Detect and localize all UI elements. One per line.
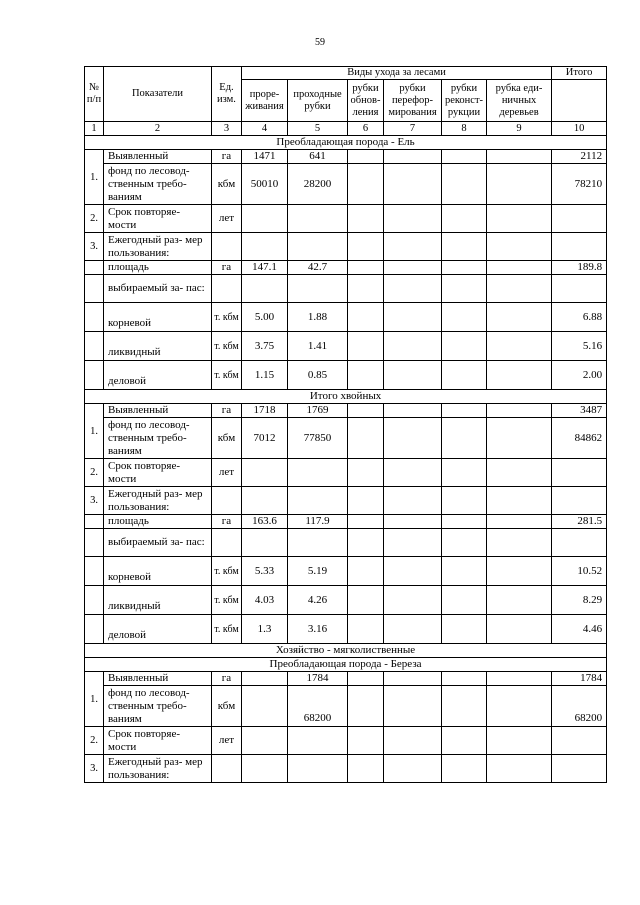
label-fund: Выявленный (104, 404, 212, 418)
row-num: 2. (85, 459, 104, 487)
row-num: 2. (85, 727, 104, 755)
label-root: корневой (104, 303, 212, 332)
label-repeat: Срок повторяе- мости (104, 459, 212, 487)
label-liquid: ликвидный (104, 586, 212, 615)
row-num: 3. (85, 755, 104, 783)
label-area: площадь (104, 515, 212, 529)
header-num: № п/п (85, 67, 104, 122)
label-fund-detail: фонд по лесовод- ственным требо- ваниям (104, 686, 212, 727)
label-business: деловой (104, 361, 212, 390)
header-single: рубка еди- ничных деревьев (487, 80, 552, 122)
row-num: 3. (85, 233, 104, 261)
label-annual: Ежегодный раз- мер пользования: (104, 755, 212, 783)
header-total: Итого (552, 67, 607, 80)
column-numbers-row: 1 2 3 4 5 6 7 8 9 10 (85, 122, 607, 136)
header-indicators: Показатели (104, 67, 212, 122)
row-num: 3. (85, 487, 104, 515)
page-number: 59 (315, 37, 325, 48)
section-title: Преобладающая порода - Береза (85, 658, 607, 672)
header-renewal: рубки обнов- ления (348, 80, 384, 122)
header-unit: Ед. изм. (212, 67, 242, 122)
label-stock: выбираемый за- пас: (104, 275, 212, 303)
header-passage: проходные рубки (288, 80, 348, 122)
label-stock: выбираемый за- пас: (104, 529, 212, 557)
forest-care-table: № п/п Показатели Ед. изм. Виды ухода за лесами Итого прорe- живания проходные рубки рубки обнов- ления рубки перефор- мирования рубки реконст- рукции рубка еди- ничных деревьев 1 2 3 4 5 6 7 8 9 10 Преобладающая порода - Ель 1. Выявленный га 1471 641 2112 фонд по лесовод- ственным требо- ваниям кбм 50010 28200 78210 2. Срок повторяе- мости лет 3. Ежегодный раз- мер пользования: площадь га 147.1 42.7 189.8 выбираемый за- пас: корневой т. кбм 5.00 1.88 6.88 ликвидный т. кбм 3.75 1.41 5.16 деловой т. кбм 1.15 0.85 2.00 Итого хвойных 1. Выявленный га 1718 1769 3487 фонд по лесовод- ственным требо- ваниям кбм 7012 77850 84862 2. Срок повторяе- мости лет 3. Ежегодный раз- мер пользования: площадь га 163.6 117.9 281.5 выбираемый за- пас: корневой т. кбм 5.33 5.19 10.52 ликвидный т. кбм 4.03 4.26 8.29 деловой т. кбм 1.3 3.16 4.46 Хозяйство - мягколиственные Преобладающая порода - Береза 1. Выявленный га 1784 1784 фонд по лесовод- ственным требо- ваниям кбм 68200 68200 2. Срок повторяе- мости лет 3. Ежегодный раз- мер пользования: (84, 66, 607, 783)
label-fund: Выявленный (104, 150, 212, 164)
label-area: площадь (104, 261, 212, 275)
header-reform: рубки перефор- мирования (384, 80, 442, 122)
label-annual: Ежегодный раз- мер пользования: (104, 487, 212, 515)
label-business: деловой (104, 615, 212, 644)
row-num: 1. (85, 404, 104, 459)
label-fund-detail: фонд по лесовод- ственным требо- ваниям (104, 418, 212, 459)
label-fund: Выявленный (104, 672, 212, 686)
section-title: Итого хвойных (85, 390, 607, 404)
row-num: 1. (85, 150, 104, 205)
header-recon: рубки реконст- рукции (442, 80, 487, 122)
section-title: Хозяйство - мягколиственные (85, 644, 607, 658)
label-fund-detail: фонд по лесовод- ственным требо- ваниям (104, 164, 212, 205)
label-annual: Ежегодный раз- мер пользования: (104, 233, 212, 261)
section-title: Преобладающая порода - Ель (85, 136, 607, 150)
label-repeat: Срок повторяе- мости (104, 205, 212, 233)
label-root: корневой (104, 557, 212, 586)
label-liquid: ликвидный (104, 332, 212, 361)
header-thinning: прорe- живания (242, 80, 288, 122)
header-care-types: Виды ухода за лесами (242, 67, 552, 80)
row-num: 1. (85, 672, 104, 727)
label-repeat: Срок повторяе- мости (104, 727, 212, 755)
row-num: 2. (85, 205, 104, 233)
